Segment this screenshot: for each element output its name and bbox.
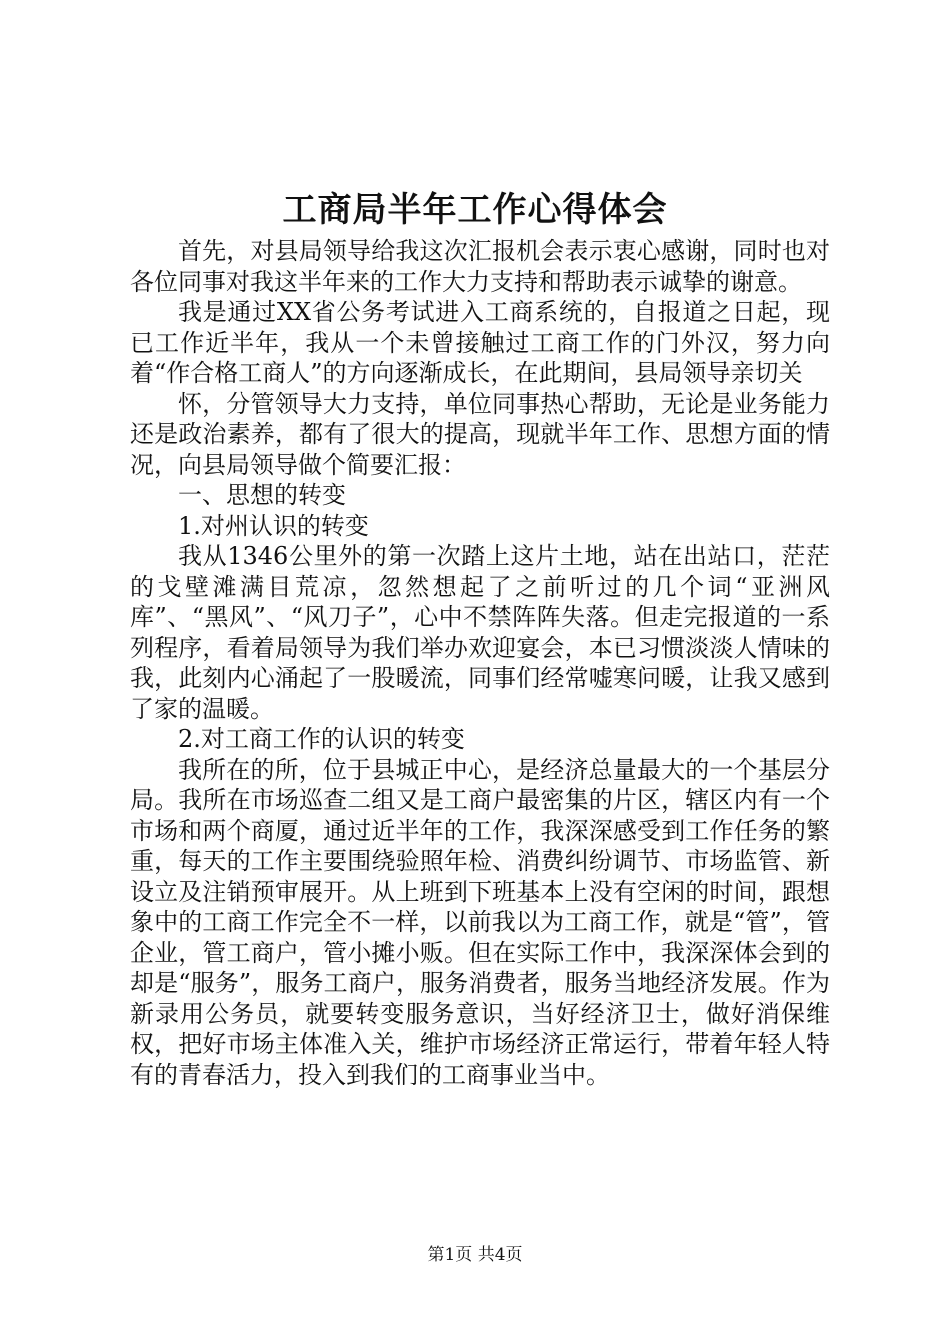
paragraph-work: 我所在的所，位于县城正中心，是经济总量最大的一个基层分局。我所在市场巡查二组又是工商户最密集的片区，辖区内有一个市场和两个商厦，通过近半年的工作，我深深感受到工作任务的繁重，每天的工作主要围绕验照年检、消费纠纷调节、市场监管、新设立及注销预审展开。从上班到下班基本上没有空闲的时间，跟想象中的工商工作完全不一样，以前我以为工商工作，就是“管”，管企业，管工商户，管小摊小贩。但在实际工作中，我深深体会到的却是“服务”，服务工商户，服务消费者，服务当地经济发展。作为新录用公务员，就要转变服务意识，当好经济卫士，做好消保维权，把好市场主体准入关，维护市场经济正常运行，带着年轻人特有的青春活力，投入到我们的工商事业当中。 [130,755,830,1089]
subsection-heading-2: 2.对工商工作的认识的转变 [178,725,465,753]
paragraph-arrival: 我从1346公里外的第一次踏上这片土地，站在出站口，茫茫的戈壁滩满目荒凉，忽然想起了之前听过的几个词“亚洲风库”、“黑风”、“风刀子”，心中不禁阵阵失落。但走完报道的一系列程序，看着局领导为我们举办欢迎宴会，本已习惯淡淡人情味的我，此刻内心涌起了一股暖流，同事们经常嘘寒问暖，让我又感到了家的温暖。 [130,542,830,723]
section-heading-thought-change: 一、思想的转变 [178,481,346,509]
page-footer: 第1页 共4页 [427,1245,523,1265]
document-body [130,236,830,1090]
paragraph-background: 我是通过XX省公务考试进入工商系统的，自报道之日起，现已工作近半年，我从一个未曾接触过工商工作的门外汉，努力向着“作合格工商人”的方向逐渐成长，在此期间，县局领导亲切关 [130,298,830,387]
subsection-heading-1: 1.对州认识的转变 [178,511,369,540]
document-title: 工商局半年工作心得体会 [282,190,668,230]
paragraph-intro: 首先，对县局领导给我这次汇报机会表示衷心感谢，同时也对各位同事对我这半年来的工作大力支持和帮助表示诚挚的谢意。 [130,237,830,296]
paragraph-summary: 怀，分管领导大力支持，单位同事热心帮助，无论是业务能力还是政治素养，都有了很大的提高，现就半年工作、思想方面的情况，向县局领导做个简要汇报： [130,389,830,479]
